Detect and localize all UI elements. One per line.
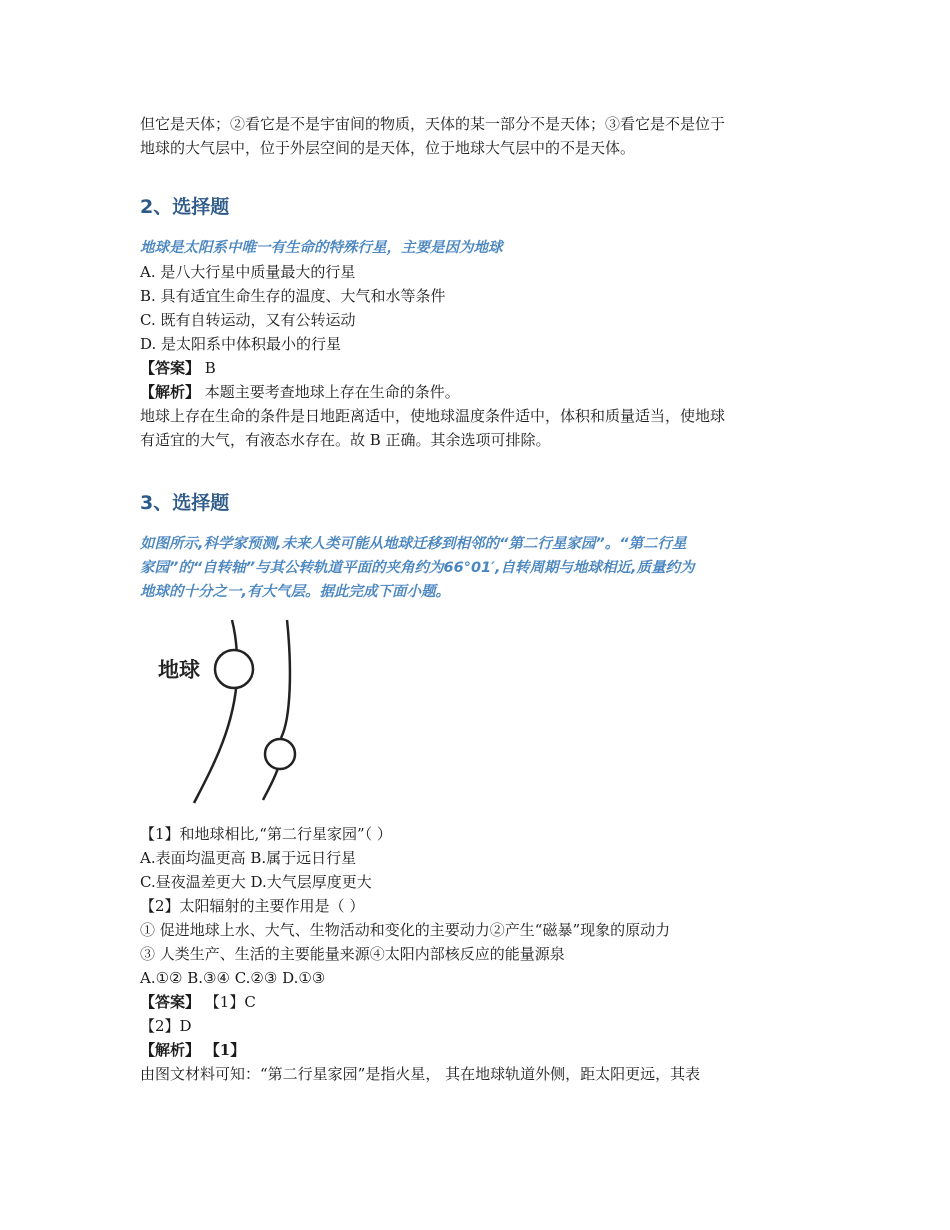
- question-text-q2: 地球是太阳系中唯一有生命的特殊行星，主要是因为地球: [140, 240, 503, 256]
- intro-paragraph: [140, 112, 820, 160]
- sub-question-1: 【1】和地球相比,“第二行星家园”（ ）: [140, 825, 392, 843]
- option-a: A. 是八大行星中质量最大的行星: [140, 263, 356, 281]
- analysis-label: 【解析】: [140, 1041, 201, 1059]
- question-line: 如图所示,科学家预测,未来人类可能从地球迁移到相邻的“第二行星家园”。“第二行星: [140, 536, 687, 552]
- question-line: 地球的十分之一,有大气层。据此完成下面小题。: [140, 584, 451, 600]
- earth-circle: [215, 650, 253, 688]
- intro-line: 地球的大气层中，位于外层空间的是天体，位于地球大气层中的不是天体。: [140, 139, 636, 157]
- planet-orbit-figure: [144, 618, 344, 808]
- answer-label: 【答案】: [140, 993, 201, 1011]
- question-line: 家园”的“自转轴”与其公转轨道平面的夹角约为66°01′,自转周期与地球相近,质量约为: [140, 560, 695, 576]
- option-c: C. 既有自转运动，又有公转运动: [140, 311, 356, 329]
- option-b: B. 具有适宜生命生存的温度、大气和水等条件: [140, 287, 446, 305]
- figure-label-earth: 地球: [158, 658, 200, 682]
- second-planet-orbit-line: [263, 620, 290, 800]
- sub2-statement-line: ① 促进地球上水、大气、生物活动和变化的主要动力②产生“磁暴”现象的原动力: [140, 921, 671, 939]
- sub2-options-line: A.①② B.③④ C.②③ D.①③: [140, 969, 326, 987]
- option-d: D. 是太阳系中体积最小的行星: [140, 335, 342, 353]
- answer-value-1: 【1】C: [204, 993, 256, 1011]
- analysis-sub-label: 【1】: [204, 1041, 246, 1059]
- orbit-diagram: [144, 618, 344, 808]
- intro-line: 但它是天体；②看它是不是宇宙间的物质，天体的某一部分不是天体；③看它是不是位于: [140, 115, 726, 133]
- analysis-row-q2: [140, 380, 820, 404]
- question-text-q3: [140, 532, 820, 604]
- sub-question-2: 【2】太阳辐射的主要作用是（ ）: [140, 897, 365, 915]
- sub2-statement-line: ③ 人类生产、生活的主要能量来源④太阳内部核反应的能量源泉: [140, 945, 565, 963]
- answer-value: B: [204, 359, 216, 377]
- answer-value-2: 【2】D: [140, 1017, 192, 1035]
- document-page: [140, 112, 820, 1086]
- sub1-options-line: C.昼夜温差更大 D.大气层厚度更大: [140, 873, 372, 891]
- answer-row-q2: [140, 356, 820, 380]
- analysis-text: 由图文材料可知：“第二行星家园”是指火星， 其在地球轨道外侧，距太阳更远，其表: [140, 1065, 701, 1083]
- options-list-q2: [140, 260, 820, 356]
- analysis-row-q3: [140, 1038, 820, 1062]
- analysis-intro: 本题主要考查地球上存在生命的条件。: [204, 383, 460, 401]
- answer-label: 【答案】: [140, 359, 201, 377]
- answer-row-q3: [140, 990, 820, 1014]
- second-planet-circle: [265, 739, 295, 769]
- section-heading-q3: 3、选择题: [140, 492, 230, 514]
- analysis-line: 地球上存在生命的条件是日地距离适中，使地球温度条件适中，体积和质量适当，使地球: [140, 407, 726, 425]
- analysis-line: 有适宜的大气，有液态水存在。故 B 正确。其余选项可排除。: [140, 431, 551, 449]
- sub1-options-line: A.表面均温更高 B.属于远日行星: [140, 849, 357, 867]
- analysis-label: 【解析】: [140, 383, 201, 401]
- section-heading-q2: 2、选择题: [140, 196, 230, 218]
- earth-orbit-line: [194, 620, 237, 803]
